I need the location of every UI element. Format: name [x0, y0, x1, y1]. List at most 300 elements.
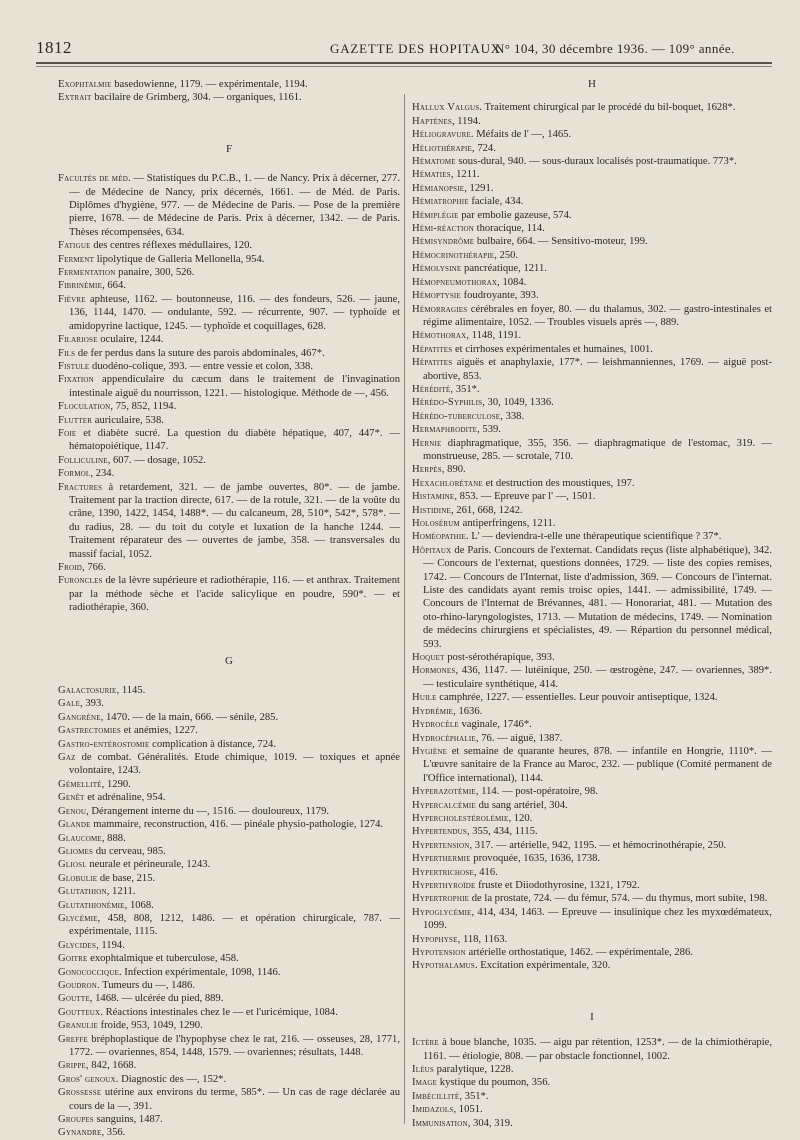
index-term: Floculation — [58, 401, 111, 413]
index-references: , 1145. — [116, 685, 146, 697]
index-term: Ferment — [58, 253, 95, 265]
index-entry — [412, 906, 772, 933]
index-entry — [58, 427, 400, 454]
index-entry — [58, 266, 400, 279]
index-term: Gale — [58, 698, 81, 710]
index-references: fruste et Diiodothyrosine, 1321, 1792. — [475, 879, 640, 891]
index-term: Hyperthyroïde — [412, 879, 476, 891]
index-term: Fatigue — [58, 240, 91, 252]
index-term: Grossesse — [58, 1087, 102, 1099]
index-term: Hypertrichose — [412, 866, 474, 878]
index-term: Glycides — [58, 939, 97, 951]
index-references: , 30, 1049, 1336. — [482, 397, 554, 409]
index-entry — [58, 738, 400, 751]
index-references: artérielle orthostatique, 1462. — expérimentale, 286. — [465, 947, 693, 958]
index-references: , 1291. — [464, 182, 494, 194]
index-references: , 607. — dosage, 1052. — [107, 454, 206, 466]
index-entry — [58, 172, 400, 239]
index-term: Hémolysine — [412, 263, 462, 275]
index-term: Hémianopsie — [412, 182, 465, 194]
index-term: Foie — [58, 427, 77, 439]
index-entry — [412, 396, 772, 409]
index-references: froide, 953, 1049, 1290. — [97, 1020, 203, 1032]
index-entry — [58, 1019, 400, 1032]
index-references: , 351*. — [450, 383, 480, 395]
index-term: Ictère — [412, 1037, 439, 1049]
index-entry — [412, 235, 772, 248]
index-term: Hoquet — [412, 652, 445, 664]
index-references: sous-dural, 940. — sous-duraux localisés post-traumatique. 773*. — [455, 156, 737, 168]
index-references: thoracique, 114. — [474, 223, 545, 235]
index-entry — [412, 437, 772, 464]
index-entry — [58, 872, 400, 885]
index-term: Granulie — [58, 1020, 98, 1032]
index-references: , 458, 808, 1212, 1486. — et opération chirurgicale, 787. — expérimentale, 1115. — [69, 912, 400, 938]
index-references: par embolie gazeuse, 574. — [458, 209, 572, 221]
index-term: Hygiène — [412, 745, 448, 757]
index-entry — [412, 705, 772, 718]
index-term: Hémopneumothorax — [412, 276, 498, 288]
index-entry — [58, 360, 400, 373]
index-term: Genêt — [58, 792, 85, 804]
index-term: Glaucome — [58, 832, 102, 844]
index-entry — [412, 329, 772, 342]
index-references: faciale, 434. — [468, 196, 524, 208]
index-references: , Dérangement interne du —, 1516. — douloureux, 1179. — [86, 805, 330, 817]
index-references: , 1194. — [96, 939, 125, 951]
index-entry — [58, 684, 400, 697]
index-entry — [412, 866, 772, 879]
index-references: de base, 215. — [97, 872, 156, 884]
index-references: bulbaire, 664. — Sensitivo-moteur, 199. — [474, 236, 648, 248]
index-entry — [412, 745, 772, 785]
index-term: Hémoptysie — [412, 290, 461, 302]
index-term: Hôpitaux — [412, 544, 452, 556]
index-entry — [58, 697, 400, 710]
index-entry — [412, 1090, 772, 1103]
index-term: Holosérum — [412, 518, 460, 529]
index-entry — [412, 142, 772, 155]
index-entry — [58, 885, 400, 898]
index-references: , 1084. — [497, 276, 527, 288]
index-references: , 842, 1668. — [85, 1060, 137, 1072]
index-references: à boue blanche, 1035. — aigu par rétention, 1253*. — de la chimiothérapie, 1161. — étiologie, 808. — par obstacle fonctionnel, 1002. — [423, 1037, 772, 1062]
index-references: , 114. — post-opératoire, 98. — [475, 786, 598, 798]
index-term: Hérédo-Syphilis — [412, 397, 483, 409]
h-entries — [412, 101, 772, 972]
index-references: du sang artériel, 304. — [475, 799, 568, 811]
index-term: Gliomes — [58, 845, 94, 857]
index-entry — [58, 832, 400, 845]
index-entry — [412, 115, 772, 128]
index-entry — [412, 276, 772, 289]
index-references: provoquée, 1635, 1636, 1738. — [470, 853, 601, 865]
index-entry — [412, 530, 772, 543]
index-entry — [412, 959, 772, 972]
index-term: Hallux Valgus — [412, 102, 480, 114]
index-term: Goutte — [58, 993, 90, 1005]
index-entry — [58, 574, 400, 614]
index-entry — [412, 799, 772, 812]
index-term: Histamine — [412, 491, 455, 503]
index-entry — [58, 939, 400, 952]
index-entry — [58, 845, 400, 858]
header-rule — [36, 62, 772, 64]
index-references: . Excitation expérimentale, 320. — [474, 960, 611, 972]
index-references: appendiculaire du cæcum dans le traitement de l'invagination intestinale aiguë du nourrisson, 1221. — histologique. Méthode de —, 456. — [69, 374, 400, 399]
index-references: , 356. — [101, 1127, 126, 1139]
index-references: , 261, 668, 1242. — [451, 504, 523, 516]
index-term: Hypertrophie — [412, 893, 470, 905]
index-references: , 1211. — [106, 886, 136, 898]
index-entry — [58, 912, 400, 939]
index-term: Hématome — [412, 156, 456, 168]
index-term: Goutteux — [58, 1006, 101, 1018]
index-references: , 118, 1163. — [457, 933, 508, 945]
index-entry — [412, 517, 772, 530]
index-term: Furoncles — [58, 575, 103, 587]
index-entry — [412, 195, 772, 208]
index-entry — [412, 222, 772, 235]
index-entry — [412, 168, 772, 181]
index-term: Globulie — [58, 872, 98, 884]
index-references: vaginale, 1746*. — [458, 719, 532, 731]
index-references: sanguins, 1487. — [93, 1114, 163, 1126]
index-references: neurale et périneurale, 1243. — [86, 859, 211, 871]
index-entry — [412, 1076, 772, 1089]
index-references: , 351*. — [459, 1090, 489, 1102]
index-term: Hémorragies — [412, 303, 468, 315]
index-entry — [58, 858, 400, 871]
index-references: , 120. — [508, 812, 533, 824]
index-references: pancréatique, 1211. — [461, 263, 547, 275]
index-entry — [58, 78, 400, 91]
index-term: Hypothalamus — [412, 960, 475, 972]
column-divider — [404, 94, 405, 1124]
index-references: . Traitement chirurgical par le procédé du bil-boquet, 1628*. — [479, 102, 736, 114]
index-term: Gangrène — [58, 711, 101, 723]
index-entry — [58, 253, 400, 266]
index-term: Gémellité — [58, 778, 102, 790]
index-references: , 317. — artérielle, 942, 1195. — et hémocrinothérapie, 250. — [469, 839, 727, 851]
index-references: basedowienne, 1179. — expérimentale, 1194. — [111, 79, 308, 90]
index-references: , 75, 852, 1194. — [110, 401, 177, 413]
index-term: Genou — [58, 805, 87, 817]
index-entry — [412, 410, 772, 423]
index-references: , 436, 1147. — lutéinique, 250. — œstrogène, 247. — ovariennes, 389*. — testiculaire synthétique, 414. — [423, 665, 772, 690]
index-term: Hermaphrodite — [412, 424, 478, 436]
index-entry — [412, 504, 772, 517]
index-term: Histidine — [412, 504, 451, 516]
index-entry — [412, 839, 772, 852]
index-references: , 304, 319. — [467, 1117, 513, 1129]
index-term: Hypercholestérolémie — [412, 812, 509, 824]
index-references: , 76. — aiguë, 1387. — [475, 732, 563, 744]
index-term: Hépatites — [412, 357, 453, 369]
index-references: lipolytique de Galleria Mellonella, 954. — [94, 253, 265, 265]
index-entry — [58, 966, 400, 979]
index-term: Glutathion — [58, 886, 107, 898]
index-entry — [412, 490, 772, 503]
index-term: Glande — [58, 819, 91, 831]
index-term: Fermentation — [58, 267, 116, 279]
index-term: Hydrocéphalie — [412, 732, 476, 744]
index-references: foudroyante, 393. — [460, 290, 539, 302]
index-references: aphteuse, 1162. — boutonneuse, 116. — des fondeurs, 526. — jaune, 136, 1144, 1470. — ondulante, 592. — récurrente, 907. — typhoïde et amidopyrine lactique, 1245. — typhoïde et coquillages, 628. — [69, 293, 400, 332]
index-entry — [412, 1036, 772, 1063]
page-number: 1812 — [36, 38, 72, 57]
index-references: et anémies, 1227. — [121, 725, 198, 737]
page-header — [0, 0, 800, 60]
index-entry — [412, 946, 772, 959]
index-term: Glutathionémie — [58, 899, 125, 911]
index-term: Héliogravure — [412, 129, 471, 141]
index-entry — [58, 751, 400, 778]
index-term: Imbécillité — [412, 1090, 460, 1102]
index-references: duodéno-colique, 393. — entre vessie et colon, 338. — [89, 360, 313, 372]
f-entries — [58, 172, 400, 614]
index-term: Hémiatrophie — [412, 196, 469, 208]
index-term: Hémi-réaction — [412, 223, 474, 235]
index-entry — [412, 1117, 772, 1130]
index-references: oculaire, 1244. — [97, 334, 164, 346]
index-references: , 355, 434, 1115. — [466, 826, 538, 838]
index-references: et cirrhoses expérimentales et humaines, 1001. — [452, 343, 653, 355]
index-entry — [58, 293, 400, 333]
index-term: Hypotension — [412, 947, 466, 958]
index-entry — [412, 933, 772, 946]
index-term: Grippe — [58, 1060, 86, 1072]
index-term: Fistule — [58, 360, 90, 372]
index-term: Hydrémie — [412, 705, 454, 717]
index-entry — [412, 812, 772, 825]
index-entry — [412, 356, 772, 383]
index-term: Hydrocèle — [412, 719, 459, 731]
index-term: Flutter — [58, 414, 93, 426]
index-entry — [412, 209, 772, 222]
index-references: auriculaire, 538. — [92, 414, 164, 426]
index-entry — [412, 879, 772, 892]
index-entry — [412, 825, 772, 838]
index-entry — [58, 347, 400, 360]
right-column — [412, 78, 772, 1130]
index-term: Huile — [412, 692, 437, 704]
index-entry — [412, 718, 772, 731]
index-entry — [412, 1063, 772, 1076]
index-entry — [58, 1033, 400, 1060]
index-entry — [58, 400, 400, 413]
index-entry — [412, 262, 772, 275]
letter-heading-i: I — [590, 1010, 594, 1023]
index-term: Haptènes — [412, 115, 452, 127]
letter-heading-g: G — [225, 654, 233, 667]
index-references: et adrénaline, 954. — [84, 792, 166, 804]
index-references: . L' — deviendra-t-elle une thérapeutique scientifique ? 37*. — [465, 531, 722, 543]
index-references: à retardement, 321. — de jambe ouvertes, 80*. — de jambe. Traitement par la traction directe, 617. — de la rotule, 321. — de la voûte du crâne, 1390, 1422, 1454, 1488*. — du calcaneum, 28, 510*, 542*, 578*. — du radius, 28. — du toit du cotyle et luxation de la hanche 1244. — Traitement réparateur des — ouvertes de jambe, 358. — transversales du massif facial, 1052. — [69, 481, 400, 560]
index-references: , 853. — Epreuve par l' —, 1501. — [454, 491, 596, 503]
index-entry — [412, 785, 772, 798]
index-entry — [412, 1103, 772, 1116]
index-entry — [58, 711, 400, 724]
index-term: Gaz — [58, 752, 76, 764]
journal-title: GAZETTE DES HOPITAUX — [330, 41, 501, 56]
index-references: . Infection expérimentale, 1098, 1146. — [119, 966, 281, 978]
index-references: , 234. — [90, 468, 115, 480]
index-term: Greffe — [58, 1033, 88, 1045]
index-term: Fixation — [58, 374, 94, 386]
letter-heading-h: H — [588, 78, 596, 90]
index-entry — [412, 343, 772, 356]
index-references: du cerveau, 985. — [93, 845, 166, 857]
index-references: , 1468. — ulcérée du pied, 889. — [89, 993, 224, 1005]
index-entry — [412, 182, 772, 195]
index-term: Homéopathie — [412, 531, 466, 543]
index-term: Hérédité — [412, 383, 451, 395]
index-term: Gros' genoux — [58, 1073, 116, 1085]
index-term: Gynandre — [58, 1127, 102, 1139]
index-term: Hématies — [412, 169, 451, 181]
g-entries — [58, 684, 400, 1140]
index-term: Groupes — [58, 1114, 94, 1126]
index-references: , 338. — [500, 410, 525, 422]
index-entry — [58, 724, 400, 737]
index-term: Fractures — [58, 481, 103, 493]
index-entry — [58, 239, 400, 252]
index-entry — [412, 477, 772, 490]
index-references: , 250. — [494, 249, 519, 261]
index-term: Hypertendus — [412, 826, 467, 838]
index-references: mammaire, reconstruction, 416. — pinéale physio-pathologie, 1274. — [90, 819, 384, 831]
index-references: , 1148, 1191. — [466, 330, 522, 342]
index-references: , 393. — [80, 698, 104, 710]
index-entry — [58, 791, 400, 804]
index-entry — [58, 818, 400, 831]
index-term: Gliosl — [58, 859, 87, 871]
index-term: Iléus — [412, 1064, 435, 1076]
index-entry — [58, 414, 400, 427]
index-term: Hypoglycémie — [412, 906, 472, 918]
index-entry — [58, 454, 400, 467]
index-references: des centres réflexes médullaires, 120. — [90, 240, 253, 252]
index-entry — [58, 1086, 400, 1113]
index-term: Gastrectomies — [58, 725, 122, 737]
index-entry — [412, 463, 772, 476]
index-term: Hormones — [412, 665, 456, 677]
index-entry — [412, 383, 772, 396]
index-references: . Réactions intestinales chez le — et l'uricémique, 1084. — [100, 1006, 338, 1018]
index-term: Filariose — [58, 334, 98, 346]
index-references: camphrée, 1227. — essentielles. Leur pouvoir antiseptique, 1324. — [436, 692, 718, 704]
index-references: aiguës et anaphylaxie, 177*. — leishmanniennes, 1769. — aiguë post-abortive, 853. — [423, 357, 772, 382]
index-entry — [412, 544, 772, 651]
index-references: de Paris. Concours de l'externat. Candidats reçus (liste alphabétique), 342. — Concours de l'externat, questions données, 1729. — liste des copies remises, 1742. — Concours de l'Internat, liste d'admission, 369. — Concours de l'internat. Liste des candidats ayant remis troisc opies, 1441. — admissibilité, 1749. — Concours de l'Internat de Brévannes, 481. — Honorariat, 481. — Mutation des oto-rhino-laryngologistes, 1713. — Mutation de médecins, 1749. — Nomination de médecins chirurgiens et spécialistes, 49. — Répartion du personnel médical, 593. — [423, 544, 772, 650]
index-references: , 1051. — [453, 1104, 483, 1116]
index-references: cérébrales en foyer, 80. — du thalamus, 302. — gastro-intestinales et régime alimentaire, 1052. — Troubles visuels après —, 889. — [423, 303, 772, 328]
index-references: , 1211. — [450, 169, 480, 181]
index-references: . Diagnostic des —, 152*. — [115, 1073, 227, 1085]
index-entry — [412, 651, 772, 664]
i-entries — [412, 1036, 772, 1130]
index-term: Hérédo-tuberculose — [412, 410, 501, 422]
index-term: Image — [412, 1077, 438, 1089]
index-term: Hernie — [412, 437, 442, 449]
index-entry — [412, 732, 772, 745]
index-term: Hémocrinothérapie — [412, 249, 495, 261]
index-references: , 1470. — de la main, 666. — sénile, 285. — [100, 711, 279, 723]
index-entry — [58, 91, 400, 104]
index-term: Extrait — [58, 92, 92, 104]
index-references: utérine aux environs du terme, 585*. — Un cas de rage déclarée au cours de la —, 391. — [69, 1087, 400, 1112]
index-entry — [412, 664, 772, 691]
index-entry — [58, 333, 400, 346]
index-term: Herpès — [412, 464, 442, 476]
index-references: complication à distance, 724. — [149, 738, 276, 750]
index-references: . Tumeurs du —, 1486. — [97, 979, 196, 991]
index-term: Formol — [58, 468, 91, 480]
index-term: Hémisyndrôme — [412, 236, 475, 248]
index-entry — [58, 778, 400, 791]
index-references: bacilaire de Grimberg, 304. — organiques, 1161. — [91, 92, 302, 104]
index-entry — [58, 279, 400, 292]
index-term: Fibrinémie — [58, 280, 103, 292]
index-term: Hémiplégie — [412, 209, 459, 221]
index-term: Folliculine — [58, 454, 108, 466]
index-references: diaphragmatique, 355, 356. — diaphragmatique de l'estomac, 319. — monstrueuse, 285. — scrotale, 710. — [423, 437, 772, 462]
index-entry — [58, 899, 400, 912]
index-entry — [58, 992, 400, 1005]
index-term: Hypercalcémie — [412, 799, 476, 811]
index-term: Gonococcique — [58, 966, 119, 978]
index-entry — [412, 423, 772, 436]
index-references: , 664. — [102, 280, 126, 292]
index-entry — [58, 373, 400, 400]
index-entry — [58, 481, 400, 561]
index-entry — [58, 561, 400, 574]
index-references: , 888. — [101, 832, 126, 844]
index-term: Hyperthermie — [412, 853, 471, 865]
index-term: Glycémie — [58, 912, 98, 924]
index-term: Hexachlorétane — [412, 477, 483, 489]
index-entry — [412, 303, 772, 330]
index-term: Hémothorax — [412, 330, 467, 342]
index-term: Hypertension — [412, 839, 470, 851]
index-term: Fils — [58, 347, 76, 359]
index-entry — [58, 1113, 400, 1126]
index-references: et diabète sucré. La question du diabète hépatique, 407, 447*. — hématopoiétique, 1147. — [69, 427, 400, 453]
letter-heading-f: F — [225, 142, 233, 155]
index-term: Hypophyse — [412, 933, 458, 945]
index-references: et semaine de quarante heures, 878. — infantile en Hongrie, 1110*. — L'œuvre sanitaire de la France au Maroc, 232. — publique (Comité permanent de l'Office international), 1144. — [423, 745, 772, 784]
index-references: de la lèvre supérieure et radiothérapie, 116. — et anthrax. Traitement par la méthode sèche et l'acide salicylique en poudre, 590*. — et radiothérapie, 360. — [69, 575, 400, 614]
index-term: Facultés de méd. — [58, 173, 131, 185]
index-entry — [58, 1073, 400, 1086]
index-entry — [412, 155, 772, 168]
index-references: exophtalmique et tuberculose, 458. — [87, 953, 239, 965]
index-references: de combat. Généralités. Etude chimique, 1019. — toxiques et apnée volontaire, 1243. — [69, 752, 400, 777]
index-term: Goudron — [58, 979, 97, 991]
index-entry — [412, 852, 772, 865]
index-references: , 1194. — [451, 115, 481, 127]
header-rule-thin — [36, 66, 772, 67]
index-entry — [412, 101, 772, 114]
index-references: , 766. — [82, 562, 106, 573]
index-entry — [58, 805, 400, 818]
e-entries — [58, 78, 400, 105]
index-term: Exophtalmie — [58, 79, 112, 90]
index-references: , 414, 434, 1463. — Epreuve — insulinique chez les myxœdémateux, 1099. — [423, 906, 772, 932]
index-references: post-sérothérapique, 393. — [444, 652, 555, 664]
index-references: de la prostate, 724. — du fémur, 574. — du thymus, mort subite, 198. — [469, 893, 768, 905]
